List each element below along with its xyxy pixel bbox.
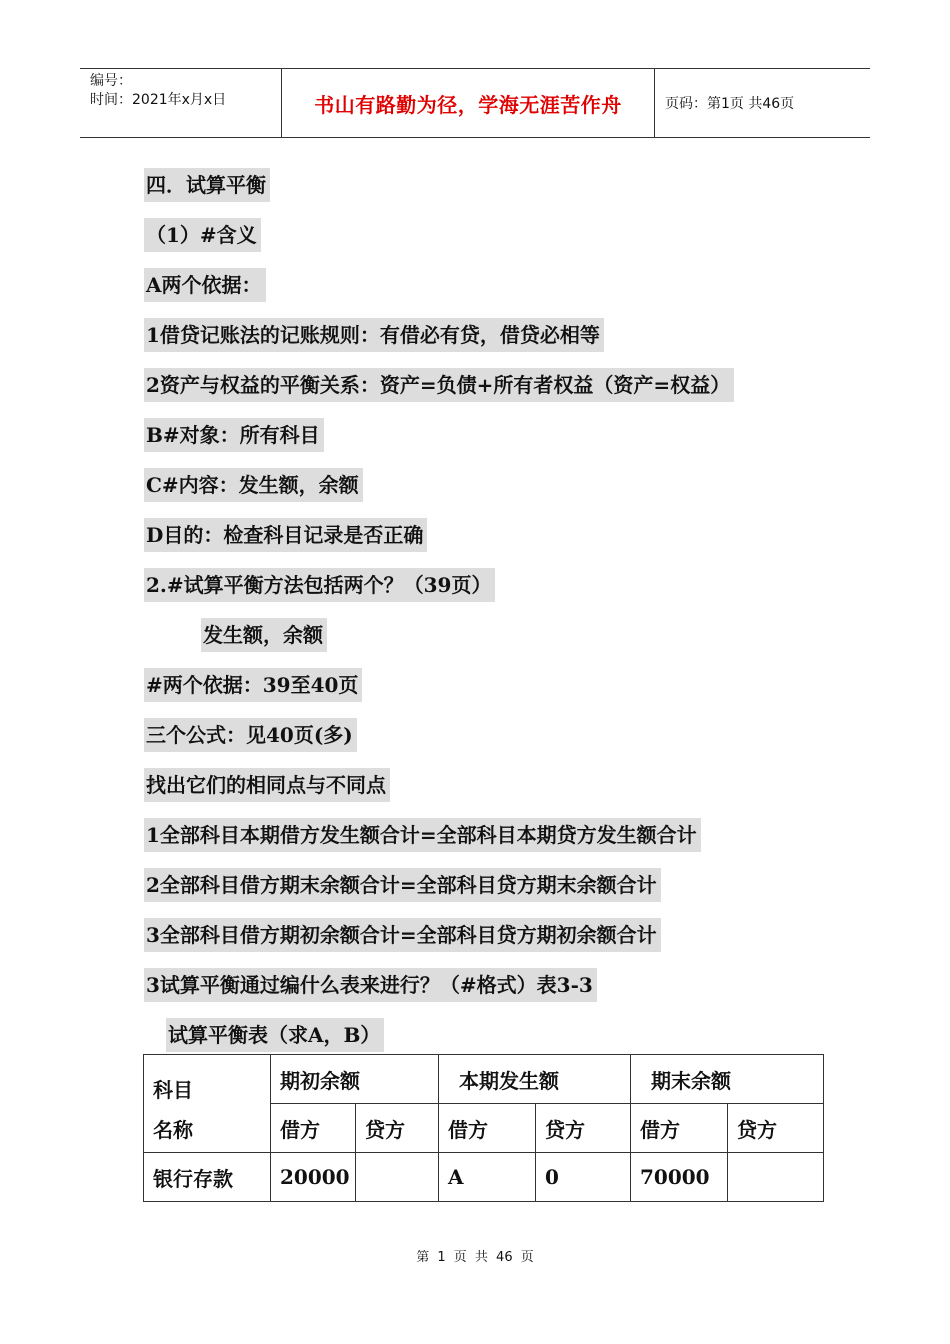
table-cell: A — [439, 1153, 536, 1202]
row-name: 银行存款 — [144, 1153, 271, 1202]
page-header — [80, 68, 870, 138]
text-line: 四．试算平衡 — [144, 168, 844, 218]
number-label: 编号： — [90, 73, 132, 89]
header-page-info-cell — [655, 69, 870, 137]
opening-balance-header: 期初余额 — [271, 1055, 439, 1104]
text-line: A两个依据： — [144, 268, 844, 318]
credit-header: 贷方 — [536, 1104, 631, 1153]
time-label: 时间：2021年x月x日 — [90, 92, 227, 108]
text-line: C#内容：发生额，余额 — [144, 468, 844, 518]
page-footer: 第 1 页 共 46 页 — [416, 1250, 534, 1265]
text-line: 发生额，余额 — [144, 618, 844, 668]
text-line: 2全部科目借方期末余额合计=全部科目贷方期末余额合计 — [144, 868, 844, 918]
debit-header: 借方 — [271, 1104, 356, 1153]
text-line: D目的：检查科目记录是否正确 — [144, 518, 844, 568]
table-caption: 试算平衡表（求A，B） — [144, 1018, 844, 1068]
table-cell: 20000 — [271, 1153, 356, 1202]
debit-header: 借方 — [439, 1104, 536, 1153]
text-line: 找出它们的相同点与不同点 — [144, 768, 844, 818]
debit-header: 借方 — [631, 1104, 728, 1153]
table-row — [144, 1153, 824, 1202]
table-header-row — [144, 1055, 824, 1104]
text-line: #两个依据：39至40页 — [144, 668, 844, 718]
closing-balance-header: 期末余额 — [631, 1055, 824, 1104]
text-line: 3全部科目借方期初余额合计=全部科目贷方期初余额合计 — [144, 918, 844, 968]
trial-balance-table — [143, 1054, 824, 1202]
text-line: B#对象：所有科目 — [144, 418, 844, 468]
text-line: 1借贷记账法的记账规则：有借必有贷，借贷必相等 — [144, 318, 844, 368]
header-meta — [80, 69, 282, 137]
table-cell: 70000 — [631, 1153, 728, 1202]
credit-header: 贷方 — [356, 1104, 439, 1153]
document-body — [144, 168, 844, 1068]
text-line: 2资产与权益的平衡关系：资产=负债+所有者权益（资产=权益） — [144, 368, 844, 418]
table-cell: 0 — [536, 1153, 631, 1202]
text-line: 1全部科目本期借方发生额合计=全部科目本期贷方发生额合计 — [144, 818, 844, 868]
text-line: 三个公式：见40页(多) — [144, 718, 844, 768]
table-cell — [356, 1153, 439, 1202]
text-line: （1）#含义 — [144, 218, 844, 268]
text-line: 3试算平衡通过编什么表来进行？（#格式）表3-3 — [144, 968, 844, 1018]
subject-name-header: 科目 名称 — [144, 1055, 271, 1153]
page-info: 页码：第1页 共46页 — [665, 96, 795, 112]
credit-header: 贷方 — [728, 1104, 824, 1153]
text-line: 2.#试算平衡方法包括两个？（39页） — [144, 568, 844, 618]
header-motto-cell — [282, 69, 655, 137]
table-cell — [728, 1153, 824, 1202]
motto: 书山有路勤为径，学海无涯苦作舟 — [314, 92, 622, 117]
period-activity-header: 本期发生额 — [439, 1055, 631, 1104]
